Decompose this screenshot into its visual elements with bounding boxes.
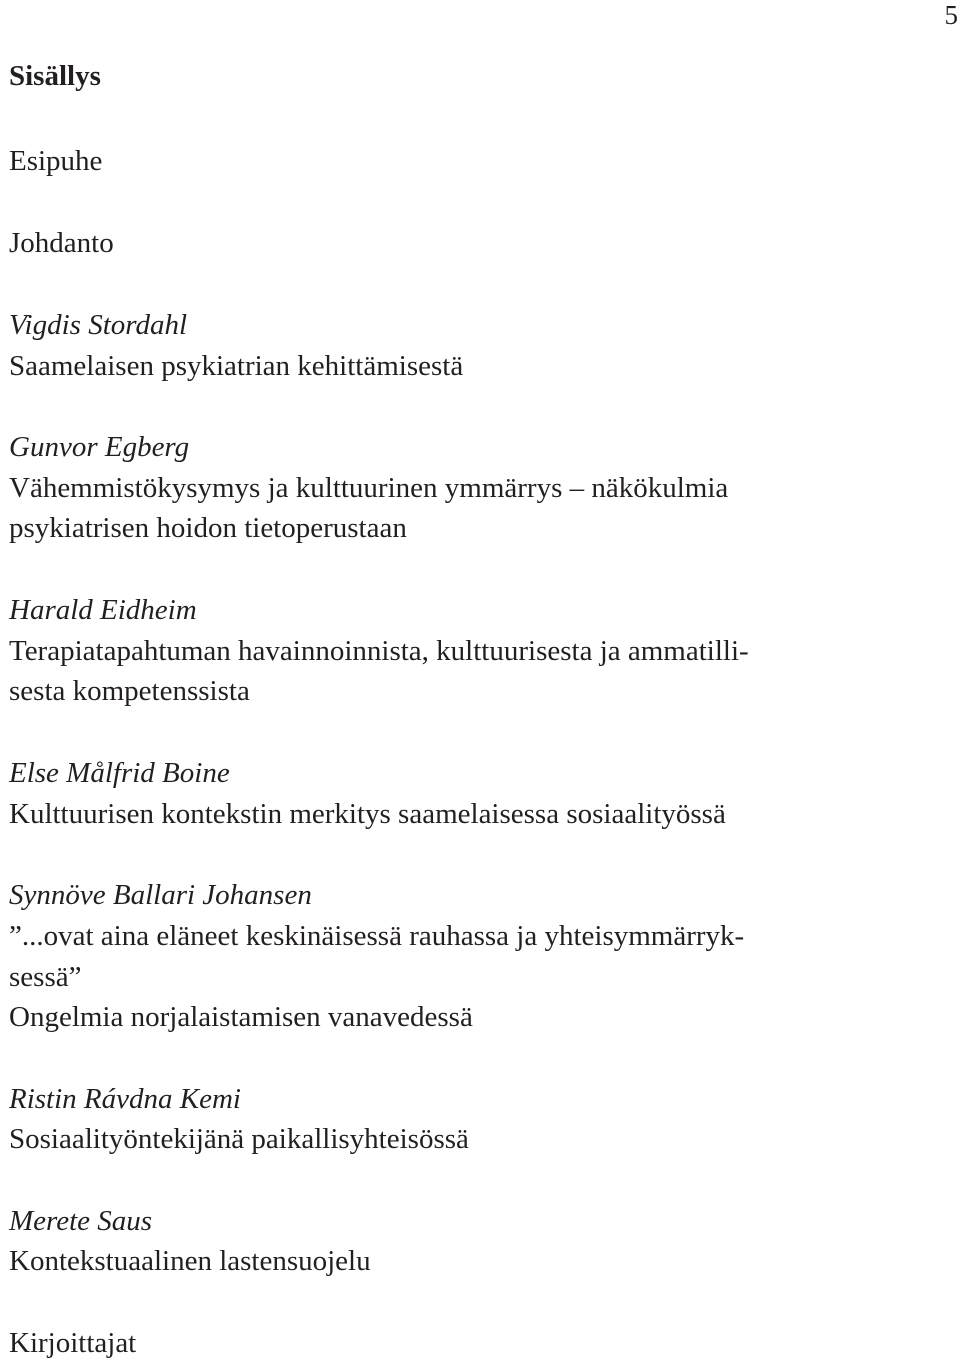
toc-entry-author: Else Målfrid Boine (9, 757, 230, 789)
toc-item-foreword: Esipuhe (9, 145, 103, 177)
toc-entry-author: Harald Eidheim (9, 594, 197, 626)
toc-item-contributors: Kirjoittajat (9, 1327, 137, 1359)
toc-entry-title: psykiatrisen hoidon tietoperustaan (9, 512, 407, 544)
toc-entry-title: ”...ovat aina eläneet keskinäisessä rauhassa ja yhteisymmärryk- (9, 920, 745, 952)
page-number: 5 (944, 0, 958, 30)
toc-entry-author: Gunvor Egberg (9, 431, 190, 463)
toc-entry-title: Kontekstuaalinen lastensuojelu (9, 1245, 371, 1277)
toc-item-introduction: Johdanto (9, 227, 114, 259)
toc-entry-title: Terapiatapahtuman havainnoinnista, kulttuurisesta ja ammatilli- (9, 635, 749, 667)
toc-entry-author: Ristin Rávdna Kemi (9, 1083, 241, 1115)
toc-entry-title: sessä” (9, 961, 82, 993)
toc-entry-author: Synnöve Ballari Johansen (9, 879, 312, 911)
toc-entry-author: Merete Saus (9, 1205, 153, 1237)
toc-entry-title: Saamelaisen psykiatrian kehittämisestä (9, 350, 464, 382)
toc-title: Sisällys (9, 60, 101, 92)
toc-entry-title: sesta kompetenssista (9, 675, 250, 707)
toc-entry-author: Vigdis Stordahl (9, 309, 188, 341)
toc-entry-title: Vähemmistökysymys ja kulttuurinen ymmärrys – näkökulmia (9, 472, 729, 504)
toc-entry-title: Kulttuurisen kontekstin merkitys saamelaisessa sosiaalityössä (9, 798, 726, 830)
toc-entry-title: Sosiaalityöntekijänä paikallisyhteisössä (9, 1123, 469, 1155)
toc-entry-title: Ongelmia norjalaistamisen vanavedessä (9, 1001, 473, 1033)
